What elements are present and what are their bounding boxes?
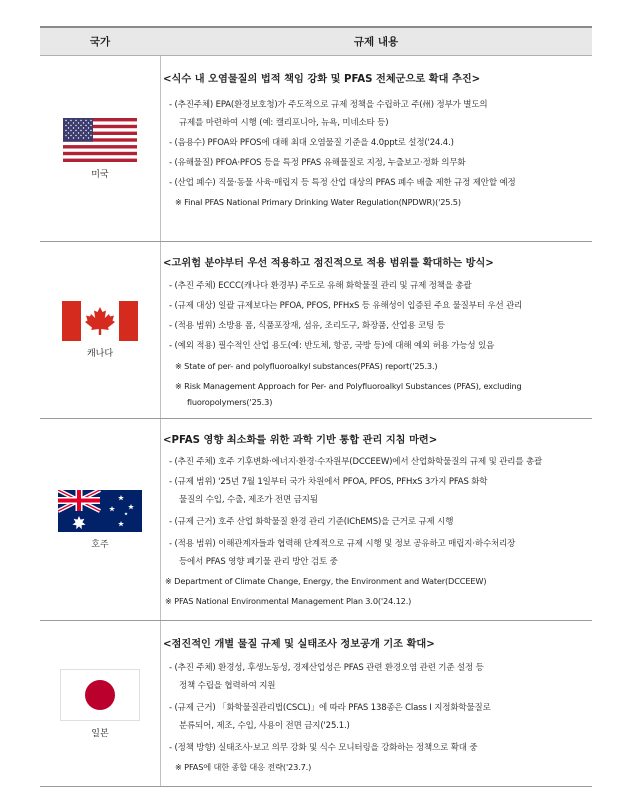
canada-flag-icon bbox=[62, 301, 138, 341]
row-heading: <점진적인 개별 물질 규제 및 실태조사 정보공개 기조 확대> bbox=[163, 639, 435, 650]
content-line: 분류되어, 제조, 수입, 사용이 전면 금지('25.1.) bbox=[179, 721, 350, 731]
table-row-japan bbox=[40, 621, 592, 787]
japan-flag-icon bbox=[60, 669, 140, 721]
regulation-table bbox=[40, 26, 592, 787]
content-line: 물질의 수입, 수출, 제조가 전면 금지됨 bbox=[179, 495, 318, 505]
header-country: 국가 bbox=[89, 36, 111, 48]
country-cell bbox=[40, 621, 160, 786]
content-line: - (예외 적용) 필수적인 산업 용도(예: 반도체, 항공, 국방 등)에 대해 예외 허용 가능성 있음 bbox=[169, 341, 495, 351]
row-heading: <고위험 분야부터 우선 적용하고 점진적으로 적용 범위를 확대하는 방식> bbox=[163, 258, 494, 269]
content-line: - (규제 근거) 「화학물질관리법(CSCL)」에 따라 PFAS 138종은 Class I 지정화학물질로 bbox=[169, 703, 491, 713]
content-line: - (규제 범위) '25년 7월 1일부터 국가 차원에서 PFOA, PFOS, PFHxS 3가지 PFAS 화학 bbox=[169, 477, 488, 487]
content-line: 정책 수립을 협력하여 지원 bbox=[179, 681, 276, 691]
content-cell-canada bbox=[160, 242, 592, 418]
country-cell bbox=[40, 56, 160, 241]
table-row-usa bbox=[40, 56, 592, 242]
content-line: - (정책 방향) 실태조사·보고 의무 강화 및 식수 모니터링을 강화하는 정책으로 확대 중 bbox=[169, 743, 478, 753]
note-line: ※ PFAS National Environmental Management Plan 3.0('24.12.) bbox=[165, 596, 412, 606]
content-line: - (추진주체) EPA(환경보호청)가 주도적으로 규제 정책을 수립하고 주(州) 정부가 별도의 bbox=[169, 100, 488, 110]
note-line: ※ Final PFAS National Primary Drinking Water Regulation(NPDWR)('25.5) bbox=[175, 197, 461, 207]
row-heading: <식수 내 오염물질의 법적 책임 강화 및 PFAS 전체군으로 확대 추진> bbox=[163, 74, 481, 85]
content-line: - (유해물질) PFOA·PFOS 등을 특정 PFAS 유해물질로 지정, 누출보고·정화 의무화 bbox=[169, 158, 466, 168]
table-header bbox=[40, 28, 592, 56]
content-line: - (산업 폐수) 직물·동물 사육·매립지 등 특정 산업 대상의 PFAS 폐수 배출 제한 규정 제안할 예정 bbox=[169, 178, 516, 188]
country-cell bbox=[40, 419, 160, 620]
content-line: - (적용 범위) 이해관계자들과 협력해 단계적으로 규제 시행 및 정보 공유하고 매립지·하수처리장 bbox=[169, 539, 516, 549]
content-cell-australia bbox=[160, 419, 592, 620]
country-name-canada: 캐나다 bbox=[86, 349, 114, 359]
content-cell-usa bbox=[160, 56, 592, 241]
content-line: - (규제 근거) 호주 산업 화학물질 환경 관리 기준(IChEMS)을 근거로 규제 시행 bbox=[169, 517, 454, 527]
row-heading: <PFAS 영향 최소화를 위한 과학 기반 통합 관리 지침 마련> bbox=[163, 435, 438, 446]
content-line: - (추진 주체) 환경성, 후생노동성, 경제산업성은 PFAS 관련 환경오염 관련 기준 설정 등 bbox=[169, 663, 484, 673]
content-line: 등에서 PFAS 영향 폐기물 관리 방안 검토 중 bbox=[179, 557, 338, 567]
country-name-japan: 일본 bbox=[91, 728, 109, 739]
content-line: 규제를 마련하여 시행 (예: 캘리포니아, 뉴욕, 미네소타 등) bbox=[179, 118, 389, 128]
note-line: ※ Department of Climate Change, Energy, the Environment and Water(DCCEEW) bbox=[165, 576, 487, 586]
note-line: ※ State of per- and polyfluoroalkyl substances(PFAS) report('25.3.) bbox=[175, 361, 438, 371]
note-line: ※ Risk Management Approach for Per- and Polyfluoroalkyl Substances (PFAS), excluding bbox=[175, 381, 522, 391]
content-line: - (추진 주체) 호주 기후변화·에너지·환경·수자원부(DCCEEW)에서 산업화학물질의 규제 및 관리를 총괄 bbox=[169, 457, 543, 467]
content-cell-japan bbox=[160, 621, 592, 786]
country-name-australia: 호주 bbox=[91, 539, 109, 550]
content-line: - (적용 범위) 소방용 폼, 식품포장재, 섬유, 조리도구, 화장품, 산업용 코팅 등 bbox=[169, 321, 445, 331]
country-cell bbox=[40, 242, 160, 418]
header-content: 규제 내용 bbox=[353, 36, 399, 48]
note-line: fluoropolymers('25.3) bbox=[187, 397, 273, 407]
note-line: ※ PFAS에 대한 종합 대응 전략('23.7.) bbox=[175, 762, 312, 772]
table-row-canada bbox=[40, 242, 592, 419]
content-line: - (추진 주체) ECCC(캐나다 환경부) 주도로 유해 화학물질 관리 및 규제 정책을 총괄 bbox=[169, 281, 472, 291]
content-line: - (규제 대상) 일괄 규제보다는 PFOA, PFOS, PFHxS 등 유해성이 입증된 주요 물질부터 우선 관리 bbox=[169, 301, 523, 311]
table-row-australia bbox=[40, 419, 592, 621]
us-flag-icon bbox=[63, 118, 137, 162]
country-name-usa: 미국 bbox=[91, 169, 109, 180]
content-line: - (음용수) PFOA와 PFOS에 대해 최대 오염물질 기준을 4.0ppt로 설정('24.4.) bbox=[169, 138, 454, 148]
australia-flag-icon bbox=[58, 490, 142, 532]
